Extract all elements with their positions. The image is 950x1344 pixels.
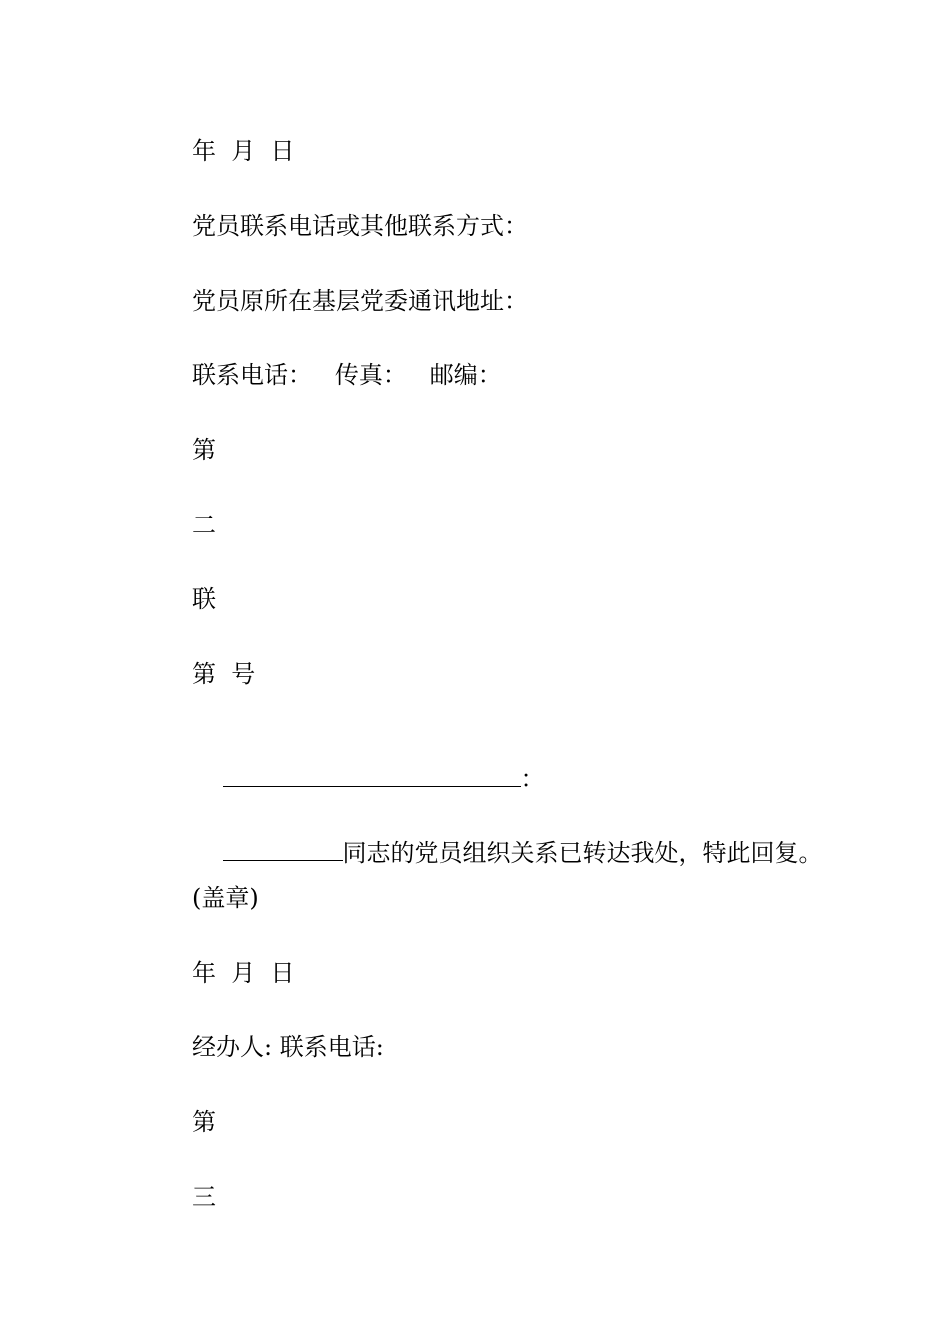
recipient-colon: ： [520,765,545,793]
recipient-blank [223,764,521,787]
part-three-char-2: 三 [192,1183,216,1211]
part-two-char-1: 第 [192,436,216,464]
part-two-char-3: 联 [192,585,216,613]
date-line-2: 年 月 日 [192,959,295,987]
number-line: 第 号 [192,660,256,688]
handler-line: 经办人: 联系电话: [192,1033,384,1061]
member-contact-label: 党员联系电话或其他联系方式： [192,212,528,240]
date-line: 年 月 日 [192,137,295,165]
reply-text: 同志的党员组织关系已转达我处，特此回复。 [342,839,823,867]
reply-line [192,808,823,898]
original-address-label: 党员原所在基层党委通讯地址： [192,287,528,315]
part-three-char-1: 第 [192,1108,216,1136]
contact-fax-zip-label: 联系电话： 传真： 邮编： [192,361,502,389]
name-blank [223,838,343,861]
seal-label: (盖章) [192,884,259,912]
part-two-char-2: 二 [192,511,216,539]
